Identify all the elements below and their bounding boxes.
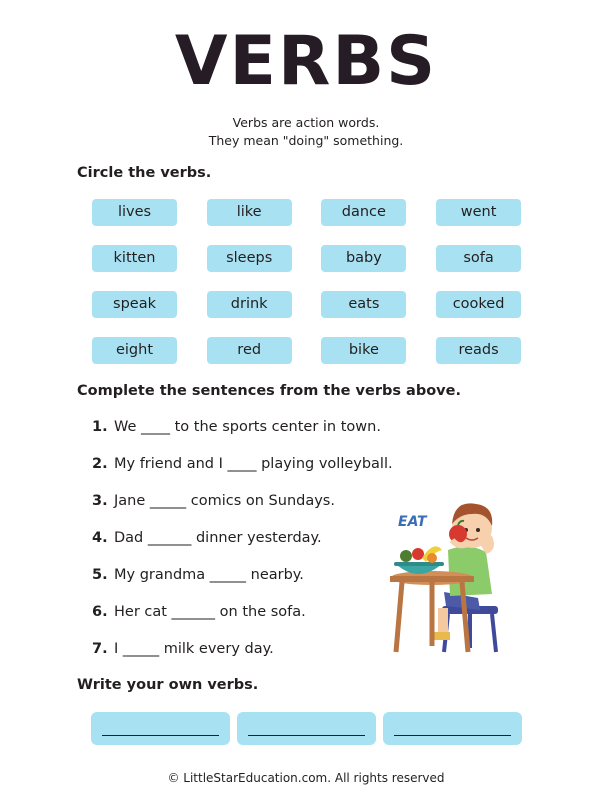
word-box[interactable]: sleeps: [207, 245, 292, 272]
intro-line-1: Verbs are action words.: [232, 115, 380, 130]
sentence-item: [92, 564, 393, 601]
sentence-number: 7.: [92, 641, 108, 657]
sentence-item: [92, 601, 393, 638]
sentence-item: [92, 416, 393, 453]
page-title: VERBS: [174, 22, 438, 101]
intro-line-2: They mean "doing" something.: [208, 133, 404, 148]
word-box[interactable]: like: [207, 199, 292, 226]
sentence-number: 5.: [92, 567, 108, 583]
eat-label: EAT: [398, 514, 427, 530]
sentence-number: 3.: [92, 493, 108, 509]
sentence-text[interactable]: My grandma _____ nearby.: [114, 567, 304, 583]
word-box[interactable]: dance: [321, 199, 406, 226]
sentence-text[interactable]: My friend and I ____ playing volleyball.: [114, 456, 393, 472]
sentence-number: 1.: [92, 419, 108, 435]
write-line: [102, 735, 219, 736]
write-line: [248, 735, 365, 736]
word-box[interactable]: lives: [92, 199, 177, 226]
own-verb-input-3[interactable]: [383, 712, 522, 745]
word-box[interactable]: eight: [92, 337, 177, 364]
own-verbs-row: [91, 712, 522, 745]
word-box[interactable]: reads: [436, 337, 521, 364]
word-box[interactable]: eats: [321, 291, 406, 318]
word-box[interactable]: red: [207, 337, 292, 364]
sentence-item: [92, 490, 393, 527]
sentence-item: [92, 638, 393, 675]
complete-sentences-heading: Complete the sentences from the verbs above.: [77, 383, 461, 399]
sentence-text[interactable]: I _____ milk every day.: [114, 641, 274, 657]
word-grid: [92, 199, 520, 364]
word-box[interactable]: went: [436, 199, 521, 226]
sentence-text[interactable]: Jane _____ comics on Sundays.: [114, 493, 335, 509]
sentence-item: [92, 453, 393, 490]
word-box[interactable]: cooked: [436, 291, 521, 318]
word-box[interactable]: drink: [207, 291, 292, 318]
sentence-text[interactable]: Her cat ______ on the sofa.: [114, 604, 306, 620]
word-box[interactable]: speak: [92, 291, 177, 318]
sentence-number: 2.: [92, 456, 108, 472]
sentence-number: 6.: [92, 604, 108, 620]
intro-text: [0, 114, 612, 150]
footer-copyright: © LittleStarEducation.com. All rights reserved: [167, 771, 445, 785]
write-own-verbs-heading: Write your own verbs.: [77, 677, 259, 693]
boy-eating-apple-illustration: [388, 480, 506, 660]
own-verb-input-1[interactable]: [91, 712, 230, 745]
word-box[interactable]: baby: [321, 245, 406, 272]
word-box[interactable]: bike: [321, 337, 406, 364]
word-box[interactable]: kitten: [92, 245, 177, 272]
word-box[interactable]: sofa: [436, 245, 521, 272]
sentence-text[interactable]: We ____ to the sports center in town.: [114, 419, 381, 435]
sentence-text[interactable]: Dad ______ dinner yesterday.: [114, 530, 322, 546]
write-line: [394, 735, 511, 736]
sentence-list: [92, 416, 393, 675]
own-verb-input-2[interactable]: [237, 712, 376, 745]
sentence-number: 4.: [92, 530, 108, 546]
circle-verbs-heading: Circle the verbs.: [77, 165, 212, 181]
sentence-item: [92, 527, 393, 564]
